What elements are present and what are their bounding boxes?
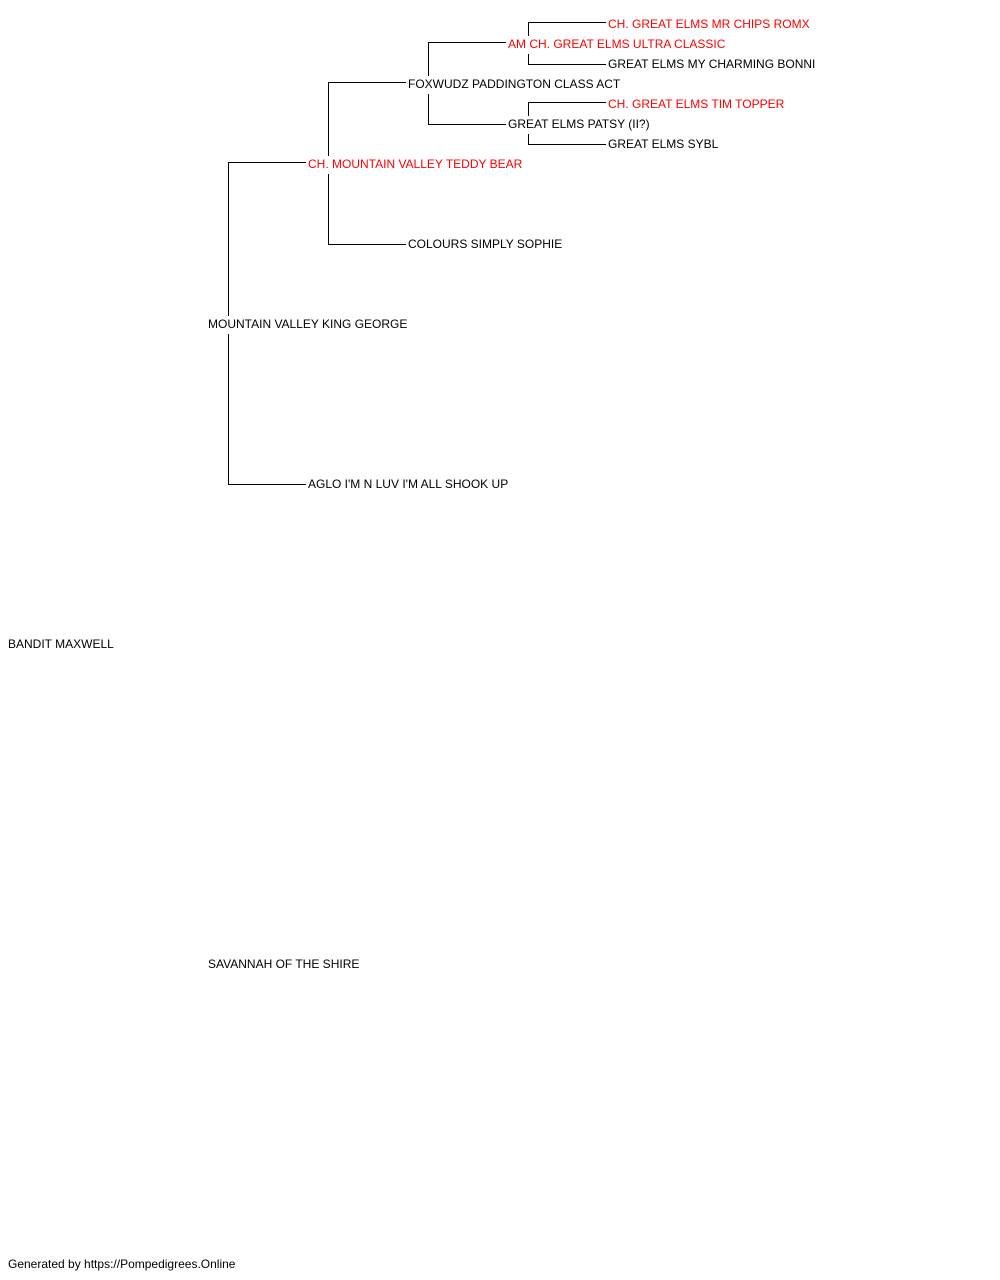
pedigree-sire-sire-sire-sire-sire: CH. GREAT ELMS MR CHIPS ROMX (608, 17, 810, 31)
pedigree-sire-sire-sire: FOXWUDZ PADDINGTON CLASS ACT (408, 77, 621, 91)
generated-by-footer: Generated by https://Pompedigrees.Online (8, 1257, 236, 1271)
connector-king-george-to-aglo (229, 334, 307, 485)
pedigree-sire-sire-sire-dam-dam: GREAT ELMS SYBL (608, 137, 719, 151)
pedigree-sire-sire-sire-sire-dam: GREAT ELMS MY CHARMING BONNI (608, 57, 816, 71)
pedigree-sire: MOUNTAIN VALLEY KING GEORGE (208, 317, 408, 331)
connector-patsy-to-sybl (529, 134, 607, 145)
pedigree-sire-sire-sire-dam: GREAT ELMS PATSY (II?) (508, 117, 650, 131)
connector-ultra-classic-to-mr-chips (529, 23, 607, 37)
connector-foxwudz-to-ultra-classic (429, 43, 507, 77)
pedigree-sire-dam: AGLO I'M N LUV I'M ALL SHOOK UP (308, 477, 509, 491)
pedigree-dam: SAVANNAH OF THE SHIRE (208, 957, 360, 971)
pedigree-sire-sire-sire-sire: AM CH. GREAT ELMS ULTRA CLASSIC (508, 37, 726, 51)
connector-teddy-bear-to-colours (329, 174, 407, 245)
pedigree-sire-sire: CH. MOUNTAIN VALLEY TEDDY BEAR (308, 157, 523, 171)
connector-teddy-bear-to-foxwudz (329, 83, 407, 157)
connector-king-george-to-teddy-bear (229, 163, 307, 317)
pedigree-sire-sire-sire-dam-sire: CH. GREAT ELMS TIM TOPPER (608, 97, 785, 111)
pedigree-subject: BANDIT MAXWELL (8, 637, 114, 651)
pedigree-sire-sire-dam: COLOURS SIMPLY SOPHIE (408, 237, 563, 251)
connector-ultra-classic-to-charming-bonni (529, 54, 607, 65)
connector-patsy-to-tim-topper (529, 103, 607, 117)
connector-foxwudz-to-patsy (429, 94, 507, 125)
